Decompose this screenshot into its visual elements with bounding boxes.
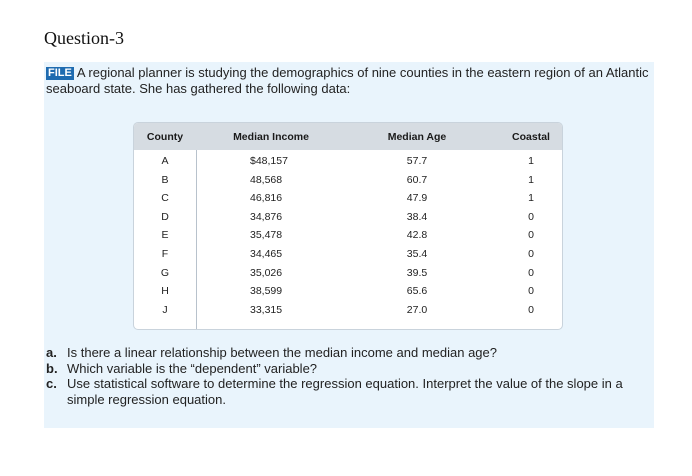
cell-county: H [161,285,169,298]
table-row [134,209,562,228]
table-row [134,302,562,321]
cell-coastal: 0 [528,247,534,260]
cell-income: 38,599 [250,285,283,298]
table-body [134,153,562,320]
cell-county: E [161,229,169,242]
cell-coastal: 1 [528,173,534,186]
cell-county: C [161,192,169,205]
cell-income: 35,026 [250,266,283,279]
question-item-a [46,345,650,361]
cell-age: 60.7 [406,173,428,186]
question-text: Use statistical software to determine the regression equation. Interpret the value of the slope in a simple regression equation. [67,376,623,407]
question-item-b [46,361,650,377]
cell-income: 34,465 [250,247,283,260]
question-item-c [46,376,650,407]
cell-income: $48,157 [250,155,288,167]
table-row [134,265,562,284]
table-row [134,153,562,172]
question-text: Which variable is the “dependent” variable? [67,360,318,376]
cell-coastal: 0 [528,210,534,223]
cell-coastal: 0 [528,229,534,242]
cell-age: 65.6 [406,285,428,298]
cell-age: 42.8 [406,229,428,242]
cell-income: 46,816 [250,192,283,205]
header-median-age: Median Age [387,131,447,143]
question-letter: a. [46,345,57,360]
cell-county: A [161,155,169,167]
table-row [134,246,562,265]
cell-county: G [160,266,170,279]
cell-coastal: 0 [528,285,534,298]
cell-income: 34,876 [250,210,283,223]
table-row [134,190,562,209]
cell-age: 38.4 [406,210,428,223]
table-row [134,283,562,302]
question-list [46,345,650,407]
intro-text: A regional planner is studying the demographics of nine counties in the eastern region of an Atlantic seaboard state. She has gathered the following data: [46,65,649,96]
cell-income: 35,478 [250,229,283,242]
header-median-income: Median Income [233,131,309,143]
cell-age: 47.9 [406,192,428,205]
cell-income: 33,315 [250,303,283,316]
cell-county: J [162,303,168,316]
question-heading: Question-3 [44,28,124,48]
cell-age: 57.7 [406,155,428,167]
cell-age: 39.5 [406,266,428,279]
cell-age: 35.4 [406,247,428,260]
problem-panel [44,62,654,428]
cell-county: B [161,173,169,186]
header-coastal: Coastal [512,131,550,143]
header-county: County [146,131,184,143]
cell-age: 27.0 [406,303,428,316]
intro-paragraph [46,65,650,96]
table-row [134,227,562,246]
cell-income: 48,568 [250,173,283,186]
question-letter: b. [46,360,58,376]
cell-coastal: 0 [528,266,534,279]
cell-coastal: 0 [528,303,534,316]
cell-county: D [161,210,169,223]
file-badge[interactable]: FILE [48,67,72,79]
cell-coastal: 1 [528,192,534,205]
table-row [134,172,562,191]
table-header-row [134,123,562,150]
cell-coastal: 1 [528,155,534,167]
data-table [133,122,563,330]
question-text: Is there a linear relationship between the median income and median age? [67,345,497,360]
question-letter: c. [46,376,57,391]
cell-county: F [161,247,169,260]
